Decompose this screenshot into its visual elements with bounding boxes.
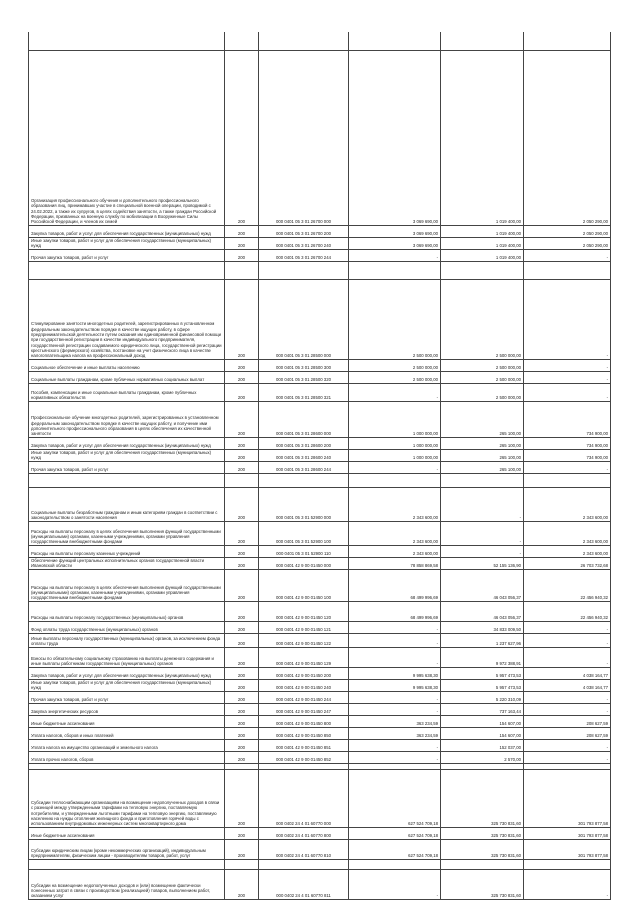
- top-gap-row: [29, 32, 611, 50]
- row-kbk-cell: 000 0401 05 3 01 52900 100: [259, 521, 349, 545]
- table-row: [29, 633, 611, 647]
- row-code-cell: 200: [225, 371, 259, 383]
- unexecuted-amount-cell: 2 343 600,00: [524, 487, 611, 521]
- table-row: [29, 703, 611, 715]
- row-kbk-cell: 000 0401 05 3 01 52900 000: [259, 487, 349, 521]
- row-kbk-cell: 000 0401 05 3 01 26700 244: [259, 249, 349, 261]
- row-name-cell: Субсидии теплоснабжающим организациям на возмещение недополученных доходов в связи с разницей между утвержденными тарифами на тепловую энергию, поставляемую потребителям, и утвержденными льготными тарифами на тепловую энергию, поставляемую населению на нужды отопления жилищного фонда и приготовления горячей воды с использованием внутридомовых инженерных систем многоквартирного дома: [29, 769, 225, 827]
- executed-amount-cell: 1 019 400,00: [441, 249, 524, 261]
- report-table: [28, 32, 611, 900]
- executed-amount-cell: 5 957 473,53: [441, 667, 524, 679]
- row-kbk-cell: 000 0402 24 4 01 60770 000: [259, 769, 349, 827]
- table-row: [29, 827, 611, 839]
- row-name-cell: Прочая закупка товаров, работ и услуг: [29, 691, 225, 703]
- unexecuted-amount-cell: -: [524, 739, 611, 751]
- executed-amount-cell: -: [441, 487, 524, 521]
- row-kbk-cell: 000 0401 42 9 00 01450 244: [259, 691, 349, 703]
- executed-amount-cell: 154 607,00: [441, 727, 524, 739]
- table-row: [29, 679, 611, 691]
- table-row: [29, 769, 611, 827]
- row-kbk-cell: 000 0401 05 3 01 26700 200: [259, 225, 349, 237]
- row-kbk-cell: 000 0401 42 9 00 01450 240: [259, 679, 349, 691]
- approved-amount-cell: 68 499 996,69: [349, 569, 441, 601]
- executed-amount-cell: 2 500 000,00: [441, 371, 524, 383]
- row-name-cell: Взносы по обязательному социальному страхованию на выплаты денежного содержания и иные выплаты работникам государственных (муниципальных) органов: [29, 647, 225, 667]
- approved-amount-cell: 2 500 000,00: [349, 279, 441, 359]
- unexecuted-amount-cell: 208 627,59: [524, 727, 611, 739]
- row-kbk-cell: 000 0401 42 9 00 01450 120: [259, 601, 349, 621]
- table-row: [29, 521, 611, 545]
- approved-amount-cell: 3 069 690,00: [349, 237, 441, 249]
- row-code-cell: 200: [225, 521, 259, 545]
- row-name-cell: Уплата налогов, сборов и иных платежей: [29, 727, 225, 739]
- row-code-cell: 200: [225, 601, 259, 621]
- approved-amount-cell: -: [349, 739, 441, 751]
- table-row: [29, 839, 611, 859]
- row-name-cell: Расходы на выплаты персоналу государственных (муниципальных) органов: [29, 601, 225, 621]
- approved-amount-cell: -: [349, 461, 441, 473]
- row-name-cell: Субсидии юридическим лицам (кроме некоммерческих организаций), индивидуальным предпринимателям, физическим лицам - производителям товаров, работ, услуг: [29, 839, 225, 859]
- executed-amount-cell: 46 043 056,37: [441, 569, 524, 601]
- row-kbk-cell: 000 0402 24 4 01 60770 800: [259, 827, 349, 839]
- row-name-cell: Уплата прочих налогов, сборов: [29, 751, 225, 763]
- unexecuted-amount-cell: 4 038 164,77: [524, 667, 611, 679]
- row-kbk-cell: 000 0401 05 3 01 28600 000: [259, 401, 349, 437]
- row-name-cell: Прочая закупка товаров, работ и услуг: [29, 461, 225, 473]
- row-name-cell: Расходы на выплаты персоналу казенных учреждений: [29, 545, 225, 557]
- table-row: [29, 279, 611, 359]
- table-row: [29, 739, 611, 751]
- row-code-cell: 200: [225, 727, 259, 739]
- unexecuted-amount-cell: -: [524, 359, 611, 371]
- table-row: [29, 437, 611, 449]
- row-kbk-cell: 000 0401 42 9 00 01450 000: [259, 557, 349, 569]
- approved-amount-cell: 2 500 000,00: [349, 371, 441, 383]
- table-row: [29, 225, 611, 237]
- row-kbk-cell: 000 0401 05 3 01 28600 200: [259, 437, 349, 449]
- row-kbk-cell: 000 0401 42 9 00 01450 200: [259, 667, 349, 679]
- executed-amount-cell: 325 730 831,60: [441, 769, 524, 827]
- executed-amount-cell: 2 500 000,00: [441, 279, 524, 359]
- approved-amount-cell: 1 000 000,00: [349, 449, 441, 461]
- table-row: [29, 487, 611, 521]
- executed-amount-cell: -: [441, 545, 524, 557]
- approved-amount-cell: -: [349, 383, 441, 401]
- executed-amount-cell: 1 237 627,96: [441, 633, 524, 647]
- approved-amount-cell: 627 524 709,18: [349, 769, 441, 827]
- row-code-cell: 200: [225, 237, 259, 249]
- executed-amount-cell: 1 019 400,00: [441, 237, 524, 249]
- row-name-cell: Профессиональное обучение многодетных родителей, зарегистрированных в установленном федеральным законодательством порядке в качестве ищущих работу, и получение ими дополнительного профессионального образования в целях обеспечения их качественной занятости: [29, 401, 225, 437]
- approved-amount-cell: -: [349, 633, 441, 647]
- row-code-cell: 200: [225, 449, 259, 461]
- row-code-cell: 200: [225, 383, 259, 401]
- budget-execution-table: [28, 32, 610, 900]
- spacer-row: [29, 859, 611, 869]
- unexecuted-amount-cell: 2 343 600,00: [524, 545, 611, 557]
- executed-amount-cell: 9 972 388,91: [441, 647, 524, 667]
- executed-amount-cell: 1 019 400,00: [441, 50, 524, 225]
- unexecuted-amount-cell: 22 456 940,32: [524, 601, 611, 621]
- unexecuted-amount-cell: -: [524, 703, 611, 715]
- row-code-cell: 200: [225, 633, 259, 647]
- row-code-cell: 200: [225, 739, 259, 751]
- row-code-cell: 200: [225, 751, 259, 763]
- executed-amount-cell: -: [441, 521, 524, 545]
- row-name-cell: Закупка товаров, работ и услуг для обеспечения государственных (муниципальных) нужд: [29, 437, 225, 449]
- unexecuted-amount-cell: 2 343 600,00: [524, 521, 611, 545]
- unexecuted-amount-cell: -: [524, 751, 611, 763]
- table-row: [29, 371, 611, 383]
- approved-amount-cell: 3 069 690,00: [349, 50, 441, 225]
- approved-amount-cell: 9 995 638,30: [349, 679, 441, 691]
- row-kbk-cell: 000 0401 42 9 00 01450 100: [259, 569, 349, 601]
- unexecuted-amount-cell: 4 038 164,77: [524, 679, 611, 691]
- executed-amount-cell: 34 833 009,50: [441, 621, 524, 633]
- executed-amount-cell: 2 570,00: [441, 751, 524, 763]
- approved-amount-cell: -: [349, 621, 441, 633]
- row-name-cell: Пособия, компенсации и иные социальные выплаты гражданам, кроме публичных нормативных обязательств: [29, 383, 225, 401]
- unexecuted-amount-cell: 734 900,00: [524, 449, 611, 461]
- row-kbk-cell: 000 0402 24 4 01 60770 810: [259, 839, 349, 859]
- row-code-cell: 200: [225, 359, 259, 371]
- table-row: [29, 647, 611, 667]
- spacer-row: [29, 473, 611, 487]
- row-code-cell: 200: [225, 679, 259, 691]
- table-row: [29, 249, 611, 261]
- row-kbk-cell: 000 0401 05 3 01 28500 320: [259, 371, 349, 383]
- approved-amount-cell: 363 234,59: [349, 715, 441, 727]
- row-name-cell: Фонд оплаты труда государственных (муниципальных) органов: [29, 621, 225, 633]
- row-code-cell: 200: [225, 569, 259, 601]
- unexecuted-amount-cell: -: [524, 621, 611, 633]
- unexecuted-amount-cell: 301 793 877,58: [524, 827, 611, 839]
- unexecuted-amount-cell: 2 050 290,00: [524, 50, 611, 225]
- row-code-cell: 200: [225, 279, 259, 359]
- table-row: [29, 237, 611, 249]
- executed-amount-cell: 152 037,00: [441, 739, 524, 751]
- row-code-cell: 200: [225, 869, 259, 899]
- table-row: [29, 727, 611, 739]
- unexecuted-amount-cell: -: [524, 383, 611, 401]
- unexecuted-amount-cell: -: [524, 869, 611, 899]
- row-code-cell: 200: [225, 401, 259, 437]
- unexecuted-amount-cell: 22 456 940,32: [524, 569, 611, 601]
- approved-amount-cell: 3 069 690,00: [349, 225, 441, 237]
- table-row: [29, 359, 611, 371]
- executed-amount-cell: 52 155 136,90: [441, 557, 524, 569]
- row-kbk-cell: 000 0401 42 9 00 01450 122: [259, 633, 349, 647]
- row-code-cell: 200: [225, 691, 259, 703]
- row-code-cell: 200: [225, 487, 259, 521]
- approved-amount-cell: 2 343 600,00: [349, 521, 441, 545]
- row-name-cell: Стимулирование занятости многодетных родителей, зарегистрированных в установленном федеральным законодательством порядке в качестве ищущих работу, в сфере предпринимательской деятельности путем оказания им единовременной финансовой помощи при государственной регистрации в качестве индивидуального предпринимателя, государственной регистрации создаваемого юридического лица, государственной регистрации крестьянского (фермерского) хозяйства, постановке на учет физического лица в качестве налогоплательщика налога на профессиональный доход: [29, 279, 225, 359]
- table-row: [29, 401, 611, 437]
- table-row: [29, 691, 611, 703]
- table-row: [29, 545, 611, 557]
- unexecuted-amount-cell: 208 627,59: [524, 715, 611, 727]
- approved-amount-cell: 78 858 869,58: [349, 557, 441, 569]
- executed-amount-cell: 265 100,00: [441, 437, 524, 449]
- row-name-cell: Иные закупки товаров, работ и услуг для обеспечения государственных (муниципальных) нужд: [29, 679, 225, 691]
- unexecuted-amount-cell: -: [524, 691, 611, 703]
- approved-amount-cell: 2 500 000,00: [349, 359, 441, 371]
- row-name-cell: Обеспечение функций центральных исполнительных органов государственной власти Ивановской области: [29, 557, 225, 569]
- executed-amount-cell: 265 100,00: [441, 449, 524, 461]
- executed-amount-cell: 265 100,00: [441, 461, 524, 473]
- row-code-cell: 200: [225, 557, 259, 569]
- executed-amount-cell: 154 607,00: [441, 715, 524, 727]
- approved-amount-cell: 363 234,59: [349, 727, 441, 739]
- row-name-cell: Иные закупки товаров, работ и услуг для обеспечения государственных (муниципальных) нужд: [29, 449, 225, 461]
- approved-amount-cell: -: [349, 647, 441, 667]
- row-code-cell: 200: [225, 827, 259, 839]
- row-code-cell: 200: [225, 839, 259, 859]
- unexecuted-amount-cell: 26 703 732,68: [524, 557, 611, 569]
- table-row: [29, 869, 611, 899]
- row-code-cell: 200: [225, 437, 259, 449]
- row-kbk-cell: 000 0401 42 9 00 01450 800: [259, 715, 349, 727]
- executed-amount-cell: 325 730 831,60: [441, 827, 524, 839]
- row-name-cell: Уплата налога на имущество организаций и земельного налога: [29, 739, 225, 751]
- unexecuted-amount-cell: -: [524, 647, 611, 667]
- row-name-cell: Субсидии на возмещение недополученных доходов и (или) возмещение фактически понесенных затрат в связи с производством (реализацией) товаров, выполнением работ, оказанием услуг: [29, 869, 225, 899]
- table-row: [29, 50, 611, 225]
- row-kbk-cell: 000 0401 42 9 00 01450 852: [259, 751, 349, 763]
- row-kbk-cell: 000 0401 05 3 01 28600 244: [259, 461, 349, 473]
- table-row: [29, 461, 611, 473]
- unexecuted-amount-cell: -: [524, 249, 611, 261]
- executed-amount-cell: 2 500 000,00: [441, 383, 524, 401]
- row-code-cell: 200: [225, 225, 259, 237]
- unexecuted-amount-cell: 2 050 290,00: [524, 237, 611, 249]
- approved-amount-cell: 627 524 709,18: [349, 827, 441, 839]
- unexecuted-amount-cell: -: [524, 633, 611, 647]
- table-row: [29, 569, 611, 601]
- row-code-cell: 200: [225, 715, 259, 727]
- row-kbk-cell: 000 0401 42 9 00 01450 850: [259, 727, 349, 739]
- row-kbk-cell: 000 0401 05 3 01 28500 000: [259, 279, 349, 359]
- approved-amount-cell: 627 524 709,18: [349, 839, 441, 859]
- row-kbk-cell: 000 0401 42 9 00 01450 129: [259, 647, 349, 667]
- table-row: [29, 557, 611, 569]
- table-row: [29, 601, 611, 621]
- row-name-cell: Иные закупки товаров, работ и услуг для обеспечения государственных (муниципальных) нужд: [29, 237, 225, 249]
- approved-amount-cell: 68 499 996,69: [349, 601, 441, 621]
- table-row: [29, 715, 611, 727]
- row-code-cell: 200: [225, 545, 259, 557]
- row-code-cell: 200: [225, 667, 259, 679]
- row-kbk-cell: 000 0401 05 3 01 28600 240: [259, 449, 349, 461]
- executed-amount-cell: 5 220 310,09: [441, 691, 524, 703]
- row-name-cell: Закупка товаров, работ и услуг для обеспечения государственных (муниципальных) нужд: [29, 667, 225, 679]
- executed-amount-cell: 325 730 831,60: [441, 839, 524, 859]
- row-code-cell: 200: [225, 769, 259, 827]
- executed-amount-cell: 265 100,00: [441, 401, 524, 437]
- row-name-cell: Закупка товаров, работ и услуг для обеспечения государственных (муниципальных) нужд: [29, 225, 225, 237]
- row-code-cell: 200: [225, 249, 259, 261]
- executed-amount-cell: 737 163,44: [441, 703, 524, 715]
- row-name-cell: Социальные выплаты гражданам, кроме публичных нормативных социальных выплат: [29, 371, 225, 383]
- approved-amount-cell: -: [349, 869, 441, 899]
- row-code-cell: 200: [225, 703, 259, 715]
- row-kbk-cell: 000 0401 42 9 00 01450 121: [259, 621, 349, 633]
- unexecuted-amount-cell: 734 900,00: [524, 437, 611, 449]
- row-name-cell: Расходы на выплаты персоналу в целях обеспечения выполнения функций государственными (муниципальными) органами, казенными учреждениями, органами управления государственными внебюджетными фондами: [29, 569, 225, 601]
- row-kbk-cell: 000 0401 42 9 00 01450 247: [259, 703, 349, 715]
- row-name-cell: Иные бюджетные ассигнования: [29, 827, 225, 839]
- unexecuted-amount-cell: -: [524, 461, 611, 473]
- approved-amount-cell: 9 995 638,30: [349, 667, 441, 679]
- row-name-cell: Расходы на выплаты персоналу в целях обеспечения выполнения функций государственными (муниципальными) органами, казенными учреждениями, органами управления государственными внебюджетными фондами: [29, 521, 225, 545]
- executed-amount-cell: 5 957 473,53: [441, 679, 524, 691]
- row-kbk-cell: 000 0401 05 3 01 26700 000: [259, 50, 349, 225]
- unexecuted-amount-cell: 301 793 877,58: [524, 839, 611, 859]
- spacer-row: [29, 261, 611, 279]
- row-name-cell: Закупка энергетических ресурсов: [29, 703, 225, 715]
- row-kbk-cell: 000 0401 05 3 01 52900 110: [259, 545, 349, 557]
- table-row: [29, 449, 611, 461]
- row-kbk-cell: 000 0401 42 9 00 01450 851: [259, 739, 349, 751]
- row-name-cell: Прочая закупка товаров, работ и услуг: [29, 249, 225, 261]
- table-row: [29, 383, 611, 401]
- table-row: [29, 751, 611, 763]
- table-row: [29, 621, 611, 633]
- unexecuted-amount-cell: 734 900,00: [524, 401, 611, 437]
- approved-amount-cell: -: [349, 703, 441, 715]
- row-kbk-cell: 000 0402 24 4 01 60770 811: [259, 869, 349, 899]
- approved-amount-cell: 1 000 000,00: [349, 437, 441, 449]
- unexecuted-amount-cell: -: [524, 371, 611, 383]
- row-name-cell: Организация профессионального обучения и дополнительного профессионального образования лиц, принимавших участие в специальной военной операции, проводимой с 24.02.2022, а также их супругов, в целях содействия занятости, а также граждан Российской Федерации, призванных на военную службу по мобилизации в Вооруженные Силы Российской Федерации, и членов их семей: [29, 50, 225, 225]
- approved-amount-cell: 2 343 600,00: [349, 545, 441, 557]
- unexecuted-amount-cell: 301 793 877,58: [524, 769, 611, 827]
- row-code-cell: 200: [225, 621, 259, 633]
- row-code-cell: 200: [225, 50, 259, 225]
- unexecuted-amount-cell: 2 050 290,00: [524, 225, 611, 237]
- unexecuted-amount-cell: -: [524, 279, 611, 359]
- table-row: [29, 667, 611, 679]
- row-kbk-cell: 000 0401 05 3 01 28500 300: [259, 359, 349, 371]
- row-kbk-cell: 000 0401 05 3 01 28500 321: [259, 383, 349, 401]
- approved-amount-cell: -: [349, 691, 441, 703]
- approved-amount-cell: 1 000 000,00: [349, 401, 441, 437]
- approved-amount-cell: 2 343 600,00: [349, 487, 441, 521]
- executed-amount-cell: 46 043 056,37: [441, 601, 524, 621]
- row-name-cell: Социальное обеспечение и иные выплаты населению: [29, 359, 225, 371]
- row-name-cell: Иные выплаты персоналу государственных (муниципальных) органов, за исключением фонда оплаты труда: [29, 633, 225, 647]
- executed-amount-cell: 325 730 831,60: [441, 869, 524, 899]
- approved-amount-cell: -: [349, 751, 441, 763]
- approved-amount-cell: -: [349, 249, 441, 261]
- row-code-cell: 200: [225, 647, 259, 667]
- row-name-cell: Иные бюджетные ассигнования: [29, 715, 225, 727]
- row-code-cell: 200: [225, 461, 259, 473]
- executed-amount-cell: 1 019 400,00: [441, 225, 524, 237]
- row-kbk-cell: 000 0401 05 3 01 26700 240: [259, 237, 349, 249]
- executed-amount-cell: 2 500 000,00: [441, 359, 524, 371]
- row-name-cell: Социальные выплаты безработным гражданам и иным категориям граждан в соответствии с законодательством о занятости населения: [29, 487, 225, 521]
